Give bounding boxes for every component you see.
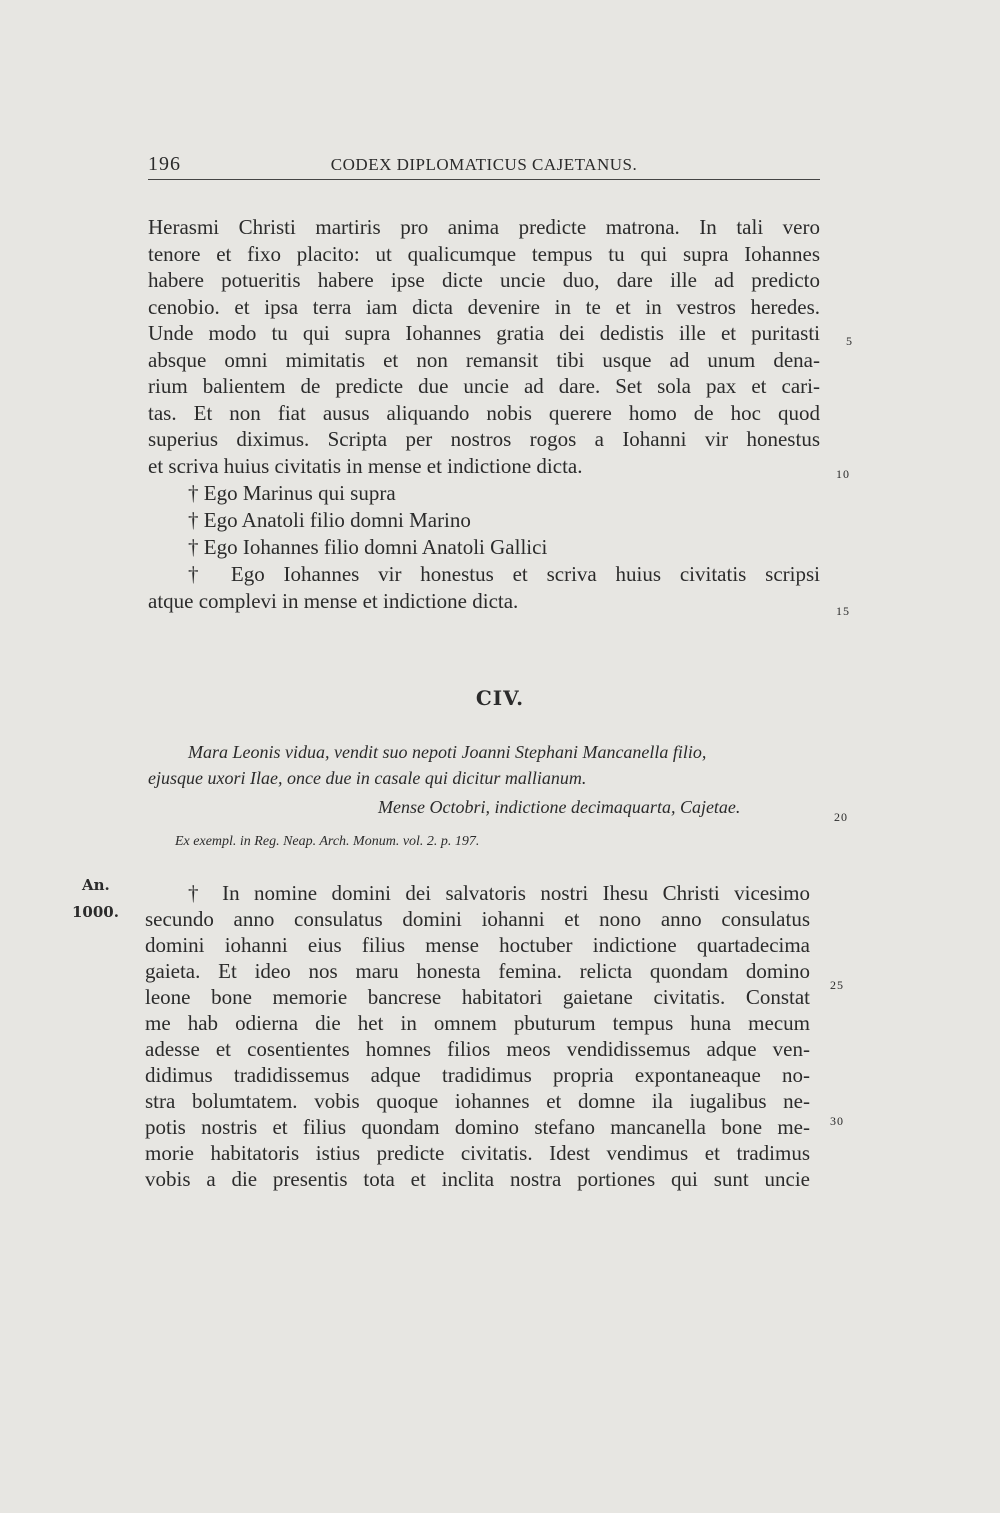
text-line: morie habitatoris istius predicte civitatis. Idest vendimus et tradimus — [145, 1141, 810, 1165]
line-number: 5 — [846, 334, 853, 348]
text-line: vobis a die presentis tota et inclita nostra portiones qui sunt uncie — [145, 1167, 810, 1191]
page-number: 196 — [148, 153, 181, 175]
text-line: Herasmi Christi martiris pro anima predicte matrona. In tali vero — [148, 215, 820, 239]
summary-date-line: Mense Octobri, indictione decimaquarta, Cajetae. — [378, 797, 741, 817]
text-line: rium balientem de predicte due uncie ad dare. Set sola pax et cari- — [148, 374, 820, 398]
line-number: 10 — [836, 467, 850, 481]
text-line: domini iohanni eius filius mense hoctuber indictione quartadecima — [145, 933, 810, 957]
text-line: † In nomine domini dei salvatoris nostri Ihesu Christi vicesimo — [188, 881, 810, 905]
line-number: 15 — [836, 604, 850, 618]
margin-year: 1000. — [72, 903, 119, 921]
source-note: Ex exempl. in Reg. Neap. Arch. Monum. vol. 2. p. 197. — [175, 834, 480, 849]
line-number: 30 — [830, 1114, 844, 1128]
text-line: stra bolumtatem. vobis quoque iohannes et domne ila iugalibus ne- — [145, 1089, 810, 1113]
document-number: CIV. — [475, 686, 525, 710]
text-line: atque complevi in mense et indictione dicta. — [148, 589, 519, 613]
text-line: potis nostris et filius quondam domino stefano mancanella bone me- — [145, 1115, 810, 1139]
text-line: secundo anno consulatus domini iohanni et nono anno consulatus — [145, 907, 810, 931]
summary-line: Mara Leonis vidua, vendit suo nepoti Joanni Stephani Mancanella filio, — [188, 742, 707, 762]
text-line: absque omni mimitatis et non remansit tibi usque ad unum dena- — [148, 348, 820, 372]
text-line: gaieta. Et ideo nos maru honesta femina. relicta quondam domino — [145, 959, 810, 983]
margin-year-label: An. — [82, 876, 110, 894]
page-header — [148, 153, 820, 180]
text-line: adesse et cosentientes homnes filios meos vendidissemus adque ven- — [145, 1037, 810, 1061]
text-line: tas. Et non fiat ausus aliquando nobis querere homo de hoc quod — [148, 401, 820, 425]
summary-line: ejusque uxori Ilae, once due in casale qui dicitur mallianum. — [148, 768, 587, 788]
text-line: et scriva huius civitatis in mense et indictione dicta. — [148, 454, 583, 478]
text-line: cenobio. et ipsa terra iam dicta devenire in te et in vestros heredes. — [148, 295, 820, 319]
text-line: leone bone memorie bancrese habitatori gaietane civitatis. Constat — [145, 985, 810, 1009]
text-line: tenore et fixo placito: ut qualicumque tempus tu qui supra Iohannes — [148, 242, 820, 266]
text-line: habere potueritis habere ipse dicte uncie duo, dare ille ad predicto — [148, 268, 820, 292]
text-line: me hab odierna die het in omnem pbuturum tempus huna mecum — [145, 1011, 810, 1035]
text-line: didimus tradidissemus adque tradidimus propria expontaneaque no- — [145, 1063, 810, 1087]
signature-line: † Ego Iohannes vir honestus et scriva huius civitatis scripsi — [188, 562, 820, 586]
line-number: 20 — [834, 810, 848, 824]
running-title: CODEX DIPLOMATICUS CAJETANUS. — [330, 155, 638, 174]
text-line: Unde modo tu qui supra Iohannes gratia dei dedistis ille et puritasti — [148, 321, 820, 345]
line-number: 25 — [830, 978, 844, 992]
signature-line: † Ego Marinus qui supra — [188, 481, 396, 505]
signature-line: † Ego Iohannes filio domni Anatoli Gallici — [188, 535, 548, 559]
text-line: superius diximus. Scripta per nostros rogos a Iohanni vir honestus — [148, 427, 820, 451]
signature-line: † Ego Anatoli filio domni Marino — [188, 508, 471, 532]
